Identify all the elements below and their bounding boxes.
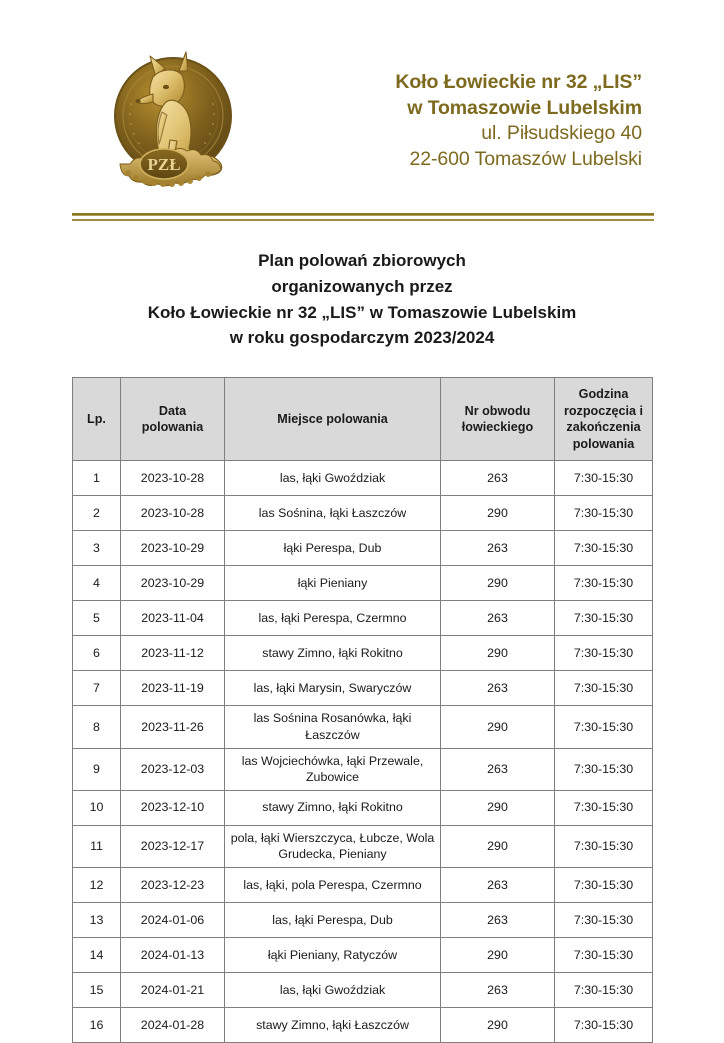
cell-district: 263	[441, 531, 555, 566]
cell-district: 263	[441, 601, 555, 636]
org-name-line-2: w Tomaszowie Lubelskim	[407, 96, 642, 119]
cell-place: las, łąki Perespa, Czermno	[225, 601, 441, 636]
cell-place: stawy Zimno, łąki Łaszczów	[225, 1007, 441, 1042]
title-line-1: Plan polowań zbiorowych	[258, 251, 466, 270]
cell-place: las, łąki Perespa, Dub	[225, 902, 441, 937]
cell-date: 2023-11-26	[121, 706, 225, 748]
title-line-3: Koło Łowieckie nr 32 „LIS” w Tomaszowie Lubelskim	[147, 302, 577, 322]
page-title	[0, 248, 724, 351]
cell-district: 290	[441, 825, 555, 867]
cell-lp: 9	[73, 748, 121, 790]
cell-lp: 10	[73, 790, 121, 825]
org-street-address: ul. Piłsudskiego 40	[481, 122, 642, 145]
table-row	[73, 496, 653, 531]
cell-date: 2023-12-23	[121, 867, 225, 902]
table-row	[73, 566, 653, 601]
column-header-district-line-1: Nr obwodu	[464, 403, 531, 418]
cell-district: 263	[441, 902, 555, 937]
cell-hours: 7:30-15:30	[555, 636, 653, 671]
organization-address-block	[250, 44, 642, 173]
column-header-hours-line-3: zakończenia	[566, 420, 641, 435]
cell-hours: 7:30-15:30	[555, 496, 653, 531]
column-header-lp	[73, 378, 121, 461]
cell-district: 263	[441, 972, 555, 1007]
cell-hours: 7:30-15:30	[555, 790, 653, 825]
cell-place: łąki Pieniany	[225, 566, 441, 601]
cell-district: 290	[441, 566, 555, 601]
cell-date: 2023-10-28	[121, 461, 225, 496]
pzl-badge-text: PZŁ	[147, 155, 181, 174]
cell-date: 2023-11-19	[121, 671, 225, 706]
cell-district: 290	[441, 790, 555, 825]
column-header-date	[121, 378, 225, 461]
org-name-line-1: Koło Łowieckie nr 32 „LIS”	[395, 71, 642, 93]
gold-divider	[72, 213, 654, 222]
column-header-date-line-1: Data	[158, 403, 187, 418]
cell-lp: 15	[73, 972, 121, 1007]
cell-place: las Sośnina, łąki Łaszczów	[225, 496, 441, 531]
org-city-postcode: 22-600 Tomaszów Lubelski	[409, 148, 642, 171]
column-header-date-line-2: polowania	[141, 420, 204, 435]
cell-lp: 14	[73, 937, 121, 972]
cell-district: 263	[441, 867, 555, 902]
cell-hours: 7:30-15:30	[555, 461, 653, 496]
cell-lp: 16	[73, 1007, 121, 1042]
table-header	[73, 378, 653, 461]
cell-date: 2023-10-28	[121, 496, 225, 531]
cell-hours: 7:30-15:30	[555, 748, 653, 790]
cell-district: 290	[441, 937, 555, 972]
cell-date: 2024-01-13	[121, 937, 225, 972]
title-line-4: w roku gospodarczym 2023/2024	[229, 328, 495, 348]
cell-place: las, łąki Gwoździak	[225, 972, 441, 1007]
divider-rule-thick	[72, 213, 654, 216]
table-row	[73, 531, 653, 566]
table-body	[73, 461, 653, 1043]
cell-date: 2023-11-12	[121, 636, 225, 671]
cell-date: 2024-01-21	[121, 972, 225, 1007]
cell-date: 2024-01-28	[121, 1007, 225, 1042]
column-header-place-line-1: Miejsce polowania	[277, 411, 388, 426]
table-row	[73, 867, 653, 902]
cell-district: 263	[441, 461, 555, 496]
table-row	[73, 671, 653, 706]
cell-lp: 1	[73, 461, 121, 496]
table-row	[73, 706, 653, 748]
cell-hours: 7:30-15:30	[555, 671, 653, 706]
column-header-hours-line-1: Godzina	[578, 386, 629, 401]
table-row	[73, 937, 653, 972]
cell-district: 290	[441, 636, 555, 671]
table-row	[73, 790, 653, 825]
cell-place: łąki Perespa, Dub	[225, 531, 441, 566]
cell-hours: 7:30-15:30	[555, 1007, 653, 1042]
table-row	[73, 825, 653, 867]
table-row	[73, 601, 653, 636]
cell-lp: 12	[73, 867, 121, 902]
column-header-place	[225, 378, 441, 461]
column-header-hours-line-2: rozpoczęcia i	[563, 403, 644, 418]
hunting-schedule-table	[72, 377, 653, 1043]
column-header-district	[441, 378, 555, 461]
cell-place: łąki Pieniany, Ratyczów	[225, 937, 441, 972]
cell-hours: 7:30-15:30	[555, 601, 653, 636]
cell-district: 263	[441, 671, 555, 706]
cell-hours: 7:30-15:30	[555, 825, 653, 867]
cell-lp: 7	[73, 671, 121, 706]
cell-date: 2023-10-29	[121, 531, 225, 566]
divider-rule-thin	[72, 219, 654, 221]
table-header-row	[73, 378, 653, 461]
cell-lp: 4	[73, 566, 121, 601]
column-header-hours	[555, 378, 653, 461]
cell-date: 2024-01-06	[121, 902, 225, 937]
pzl-fox-emblem-logo	[100, 44, 250, 199]
table-row	[73, 972, 653, 1007]
cell-district: 290	[441, 1007, 555, 1042]
cell-hours: 7:30-15:30	[555, 566, 653, 601]
emblem-svg	[100, 44, 250, 199]
cell-date: 2023-12-03	[121, 748, 225, 790]
letterhead	[0, 0, 724, 199]
cell-date: 2023-12-17	[121, 825, 225, 867]
cell-place: las Sośnina Rosanówka, łąki Łaszczów	[225, 706, 441, 748]
cell-hours: 7:30-15:30	[555, 706, 653, 748]
hunting-schedule-table-wrapper	[72, 377, 652, 1043]
cell-date: 2023-11-04	[121, 601, 225, 636]
cell-hours: 7:30-15:30	[555, 937, 653, 972]
cell-lp: 6	[73, 636, 121, 671]
cell-place: pola, łąki Wierszczyca, Łubcze, Wola Grudecka, Pieniany	[225, 825, 441, 867]
cell-place: las, łąki, pola Perespa, Czermno	[225, 867, 441, 902]
title-line-2: organizowanych przez	[271, 276, 453, 296]
cell-date: 2023-12-10	[121, 790, 225, 825]
table-row	[73, 748, 653, 790]
cell-place: stawy Zimno, łąki Rokitno	[225, 790, 441, 825]
cell-lp: 8	[73, 706, 121, 748]
table-row	[73, 461, 653, 496]
cell-place: las, łąki Gwoździak	[225, 461, 441, 496]
cell-hours: 7:30-15:30	[555, 867, 653, 902]
cell-lp: 3	[73, 531, 121, 566]
cell-date: 2023-10-29	[121, 566, 225, 601]
cell-hours: 7:30-15:30	[555, 972, 653, 1007]
cell-district: 290	[441, 496, 555, 531]
table-row	[73, 1007, 653, 1042]
column-header-lp-line-1: Lp.	[87, 411, 106, 426]
cell-place: las Wojciechówka, łąki Przewale, Zubowice	[225, 748, 441, 790]
column-header-hours-line-4: polowania	[572, 437, 635, 452]
cell-hours: 7:30-15:30	[555, 902, 653, 937]
cell-lp: 2	[73, 496, 121, 531]
cell-place: las, łąki Marysin, Swaryczów	[225, 671, 441, 706]
cell-district: 263	[441, 748, 555, 790]
cell-district: 290	[441, 706, 555, 748]
cell-lp: 13	[73, 902, 121, 937]
cell-place: stawy Zimno, łąki Rokitno	[225, 636, 441, 671]
cell-hours: 7:30-15:30	[555, 531, 653, 566]
cell-lp: 5	[73, 601, 121, 636]
table-row	[73, 636, 653, 671]
table-row	[73, 902, 653, 937]
cell-lp: 11	[73, 825, 121, 867]
column-header-district-line-2: łowieckiego	[461, 420, 534, 435]
